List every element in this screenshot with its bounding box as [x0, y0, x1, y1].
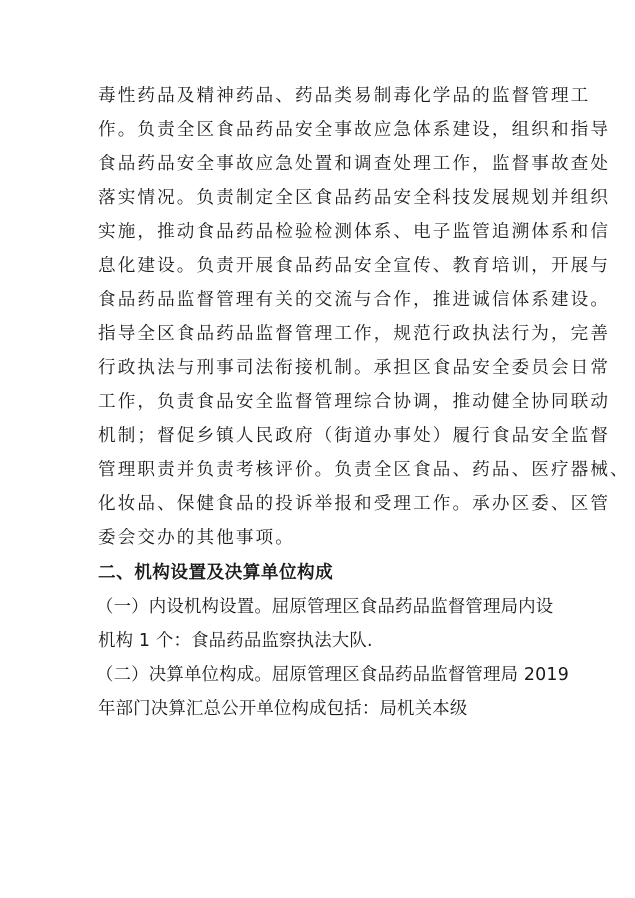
- body-line: 管理职责并负责考核评价。负责全区食品、药品、医疗器械、: [98, 460, 630, 480]
- body-line: 机制；督促乡镇人民政府（街道办事处）履行食品安全监督: [98, 426, 611, 446]
- body-line: 工作，负责食品安全监督管理综合协调，推动健全协同联动: [98, 392, 611, 412]
- body-line: 行政执法与刑事司法衔接机制。承担区食品安全委员会日常: [98, 358, 611, 378]
- subsection-line: 机构 1 个：食品药品监察执法大队.: [98, 631, 373, 651]
- body-line: 食品药品监督管理有关的交流与合作，推进诚信体系建设。: [98, 290, 611, 310]
- body-line: 指导全区食品药品监督管理工作，规范行政执法行为，完善: [98, 324, 611, 344]
- body-line: 息化建设。负责开展食品药品安全宣传、教育培训，开展与: [98, 256, 611, 276]
- body-line: 委会交办的其他事项。: [98, 528, 295, 548]
- body-line: 落实情况。负责制定全区食品药品安全科技发展规划并组织: [98, 188, 611, 208]
- section-heading: 二、机构设置及决算单位构成: [98, 563, 334, 583]
- body-line: 实施，推动食品药品检验检测体系、电子监管追溯体系和信: [98, 222, 611, 242]
- subsection-line: （二）决算单位构成。屈原管理区食品药品监督管理局 2019: [96, 665, 569, 685]
- body-line: 作。负责全区食品药品安全事故应急体系建设，组织和指导: [98, 120, 611, 140]
- subsection-line: 年部门决算汇总公开单位构成包括：局机关本级: [98, 699, 468, 719]
- body-line: 毒性药品及精神药品、药品类易制毒化学品的监督管理工: [98, 86, 591, 106]
- body-line: 食品药品安全事故应急处置和调查处理工作，监督事故查处: [98, 154, 611, 174]
- body-line: 化妆品、保健食品的投诉举报和受理工作。承办区委、区管: [98, 494, 611, 514]
- subsection-line: （一）内设机构设置。屈原管理区食品药品监督管理局内设: [96, 597, 554, 617]
